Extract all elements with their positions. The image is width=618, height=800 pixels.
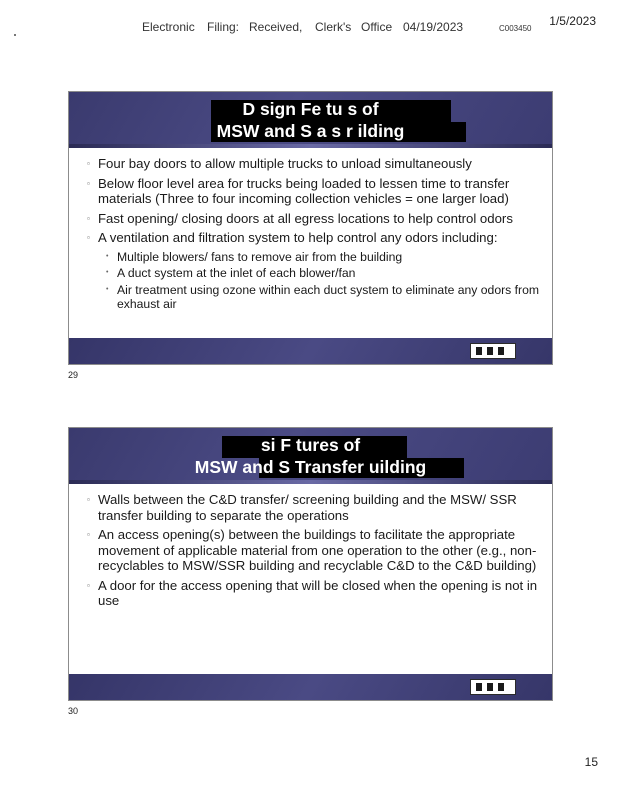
bullet-item: ▫ A door for the access opening that will be closed when the opening is not in use xyxy=(87,578,540,609)
stamp-office: Office xyxy=(361,20,393,34)
stamp-received: Received, xyxy=(249,20,303,34)
stamp-electronic: Electronic xyxy=(142,20,195,34)
slide-title xyxy=(69,434,552,478)
bullet-item: ▫ Walls between the C&D transfer/ screening building and the MSW/ SSR transfer building to separate the operations xyxy=(87,492,540,523)
slide-number: 29 xyxy=(68,370,79,380)
slide-body xyxy=(87,492,540,613)
company-logo xyxy=(470,679,516,695)
slide-title-line-1: D sign Fe tu s of xyxy=(242,99,379,119)
bullet-item: ▫ Fast opening/ closing doors at all egress locations to help control odors xyxy=(87,211,540,227)
slide-29 xyxy=(68,91,553,365)
slide-title-line-1: si F tures of xyxy=(260,435,361,455)
stamp-clerks: Clerk's xyxy=(315,20,352,34)
stamp-doc-id: C003450 xyxy=(499,24,532,33)
slide-number: 30 xyxy=(68,706,79,716)
slide-body xyxy=(87,156,540,314)
slide-30 xyxy=(68,427,553,701)
bullet-item: ▫ Below floor level area for trucks being loaded to lessen time to transfer materials (Three to four incoming collection vehicles = one larger load) xyxy=(87,176,540,207)
scan-speck xyxy=(14,34,16,36)
slide-footer xyxy=(69,674,552,700)
sub-bullet-item: • Multiple blowers/ fans to remove air from the building xyxy=(87,250,540,265)
slide-title xyxy=(69,98,552,142)
bullet-item: ▫ Four bay doors to allow multiple trucks to unload simultaneously xyxy=(87,156,540,172)
company-logo xyxy=(470,343,516,359)
slide-footer xyxy=(69,338,552,364)
filing-stamp xyxy=(0,20,618,36)
slide-title-line-2: MSW and S Transfer uilding xyxy=(194,457,427,477)
stamp-filing: Filing: xyxy=(207,20,240,34)
sub-bullet-item: • Air treatment using ozone within each duct system to eliminate any odors from exhaust air xyxy=(87,283,540,312)
stamp-filed-date: 04/19/2023 xyxy=(403,20,464,34)
page-number: 15 xyxy=(584,755,598,769)
print-date: 1/5/2023 xyxy=(549,14,596,28)
sub-bullet-item: • A duct system at the inlet of each blower/fan xyxy=(87,266,540,281)
slide-title-line-2: MSW and S a s r ilding xyxy=(216,121,405,141)
bullet-item: ▫ An access opening(s) between the buildings to facilitate the appropriate movement of applicable material from one operation to the other (e.g., non-recyclables to MSW/SSR building and recyclable C&D to the C&D building) xyxy=(87,527,540,574)
bullet-item: ▫ A ventilation and filtration system to help control any odors including: xyxy=(87,230,540,246)
